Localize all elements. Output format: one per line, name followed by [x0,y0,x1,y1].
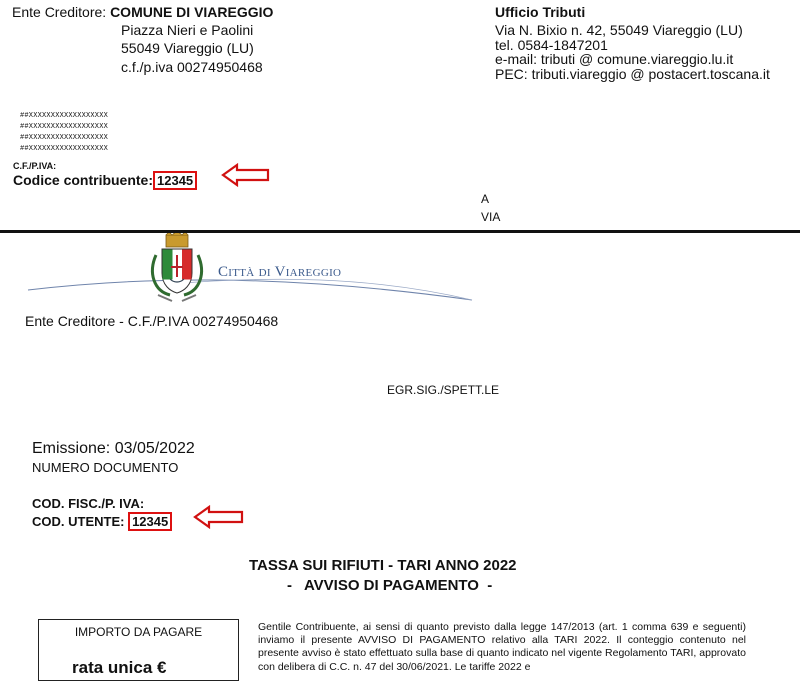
user-code [32,512,172,531]
emission-date: Emissione: 03/05/2022 [32,440,195,457]
salutation: EGR.SIG./SPETT.LE [387,383,500,397]
masked-line: ##XXXXXXXXXXXXXXXXXX [20,123,109,131]
office-title: Ufficio Tributi [495,4,586,20]
office-email: e-mail: tributi @ comune.viareggio.lu.it [495,51,734,67]
payment-amount-box [38,619,239,681]
office-phone: tel. 0584-1847201 [495,37,608,53]
notice-body-text: Gentile Contribuente, ai sensi di quanto previsto dalla legge 147/2013 (art. 1 comma 639 e seguenti) inviamo il presente AVVISO DI PAGAMENTO relativo alla TARI 2022. Il conteggio contenuto nel presente avviso è stato effettuato sulla base di quanto indicato nel vigente Regolamento TARI, approvato con delibera di C.C. n. 47 del 30/06/2021. Le tariffe 2022 e [258,621,746,673]
user-code-label: COD. UTENTE: [32,514,125,529]
fiscal-code-label: COD. FISC./P. IVA: [32,496,145,511]
document-number-label: NUMERO DOCUMENTO [32,460,179,475]
left-arrow-icon [193,505,245,529]
user-code-value: 12345 [128,512,172,531]
contributor-code-value: 12345 [153,171,197,190]
left-arrow-icon [221,163,271,187]
office-pec: PEC: tributi.viareggio @ postacert.toscana.it [495,66,770,82]
contributor-code-label: Codice contribuente: [13,172,154,188]
creditor-label: Ente Creditore: [12,4,107,20]
office-address: Via N. Bixio n. 42, 55049 Viareggio (LU) [495,22,743,38]
creditor-header [12,4,273,21]
payment-rate-label: rata unica € [72,658,167,677]
creditor-vat: c.f./p.iva 00274950468 [121,59,263,75]
recipient-via: VIA [481,210,501,224]
notice-subtitle: - AVVISO DI PAGAMENTO - [287,577,493,594]
masked-line: ##XXXXXXXXXXXXXXXXXX [20,134,109,142]
top-contributor-code [13,171,197,190]
creditor-address-line2: 55049 Viareggio (LU) [121,40,254,56]
city-crest-icon [148,233,206,305]
masked-line: ##XXXXXXXXXXXXXXXXXX [20,112,109,120]
notice-title: TASSA SUI RIFIUTI - TARI ANNO 2022 [249,557,517,574]
top-cf-label: C.F./P.IVA: [13,161,57,171]
payment-box-header: IMPORTO DA PAGARE [74,625,203,639]
masked-line: ##XXXXXXXXXXXXXXXXXX [20,145,109,153]
recipient-a: A [481,192,490,206]
creditor-name: COMUNE DI VIAREGGIO [110,4,274,20]
creditor-address-line1: Piazza Nieri e Paolini [121,22,254,38]
creditor-line-2: Ente Creditore - C.F./P.IVA 00274950468 [25,313,279,329]
city-name: Città di Viareggio [218,264,342,280]
